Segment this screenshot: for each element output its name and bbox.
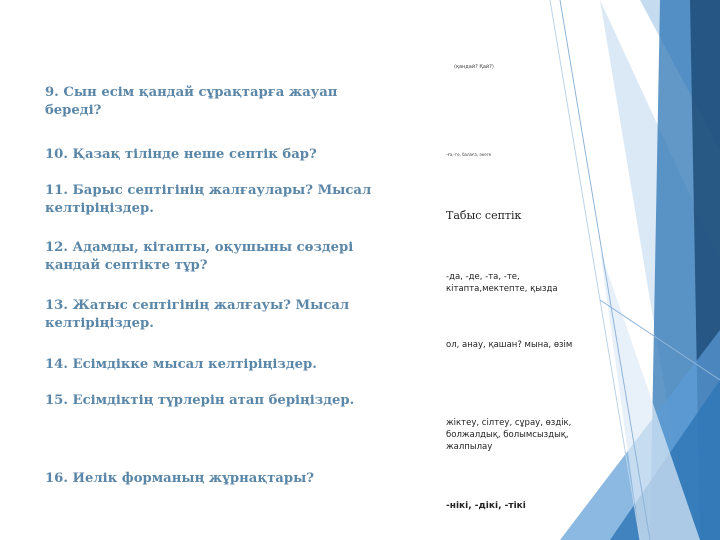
answer-15: -нікі, -дікі, -тікі bbox=[446, 501, 526, 511]
answer-11: Табыс септік bbox=[446, 209, 522, 222]
question-11: 11. Барыс септігінің жалғаулары? Мысал келтіріңіздер. bbox=[45, 183, 372, 216]
question-10: 10. Қазақ тілінде неше септік бар? bbox=[45, 147, 317, 162]
answer-10: -ға,-ге, балаға, әкеге bbox=[446, 152, 492, 157]
question-12: 12. Адамды, кітапты, оқушыны сөздері қандай септікте тұр? bbox=[45, 240, 354, 273]
answer-13: ол, анау, қашан? мына, өзім bbox=[446, 340, 573, 350]
question-13: 13. Жатыс септігінің жалғауы? Мысал келтіріңіздер. bbox=[45, 298, 350, 331]
answer-14: жіктеу, сілтеу, сұрау, өздік, болжалдық, болымсыздық, жалпылау bbox=[446, 418, 572, 452]
answer-12: -да, -де, -та, -те, кітапта,мектепте, қызда bbox=[446, 272, 558, 294]
answer-9: (қандай? Қай?) bbox=[454, 64, 494, 70]
question-15: 15. Есімдіктің түрлерін атап беріңіздер. bbox=[45, 393, 355, 408]
question-14: 14. Есімдікке мысал келтіріңіздер. bbox=[45, 357, 317, 372]
question-16: 16. Иелік форманың жұрнақтары? bbox=[45, 471, 315, 486]
question-9: 9. Сын есім қандай сұрақтарға жауап береді? bbox=[45, 85, 338, 118]
